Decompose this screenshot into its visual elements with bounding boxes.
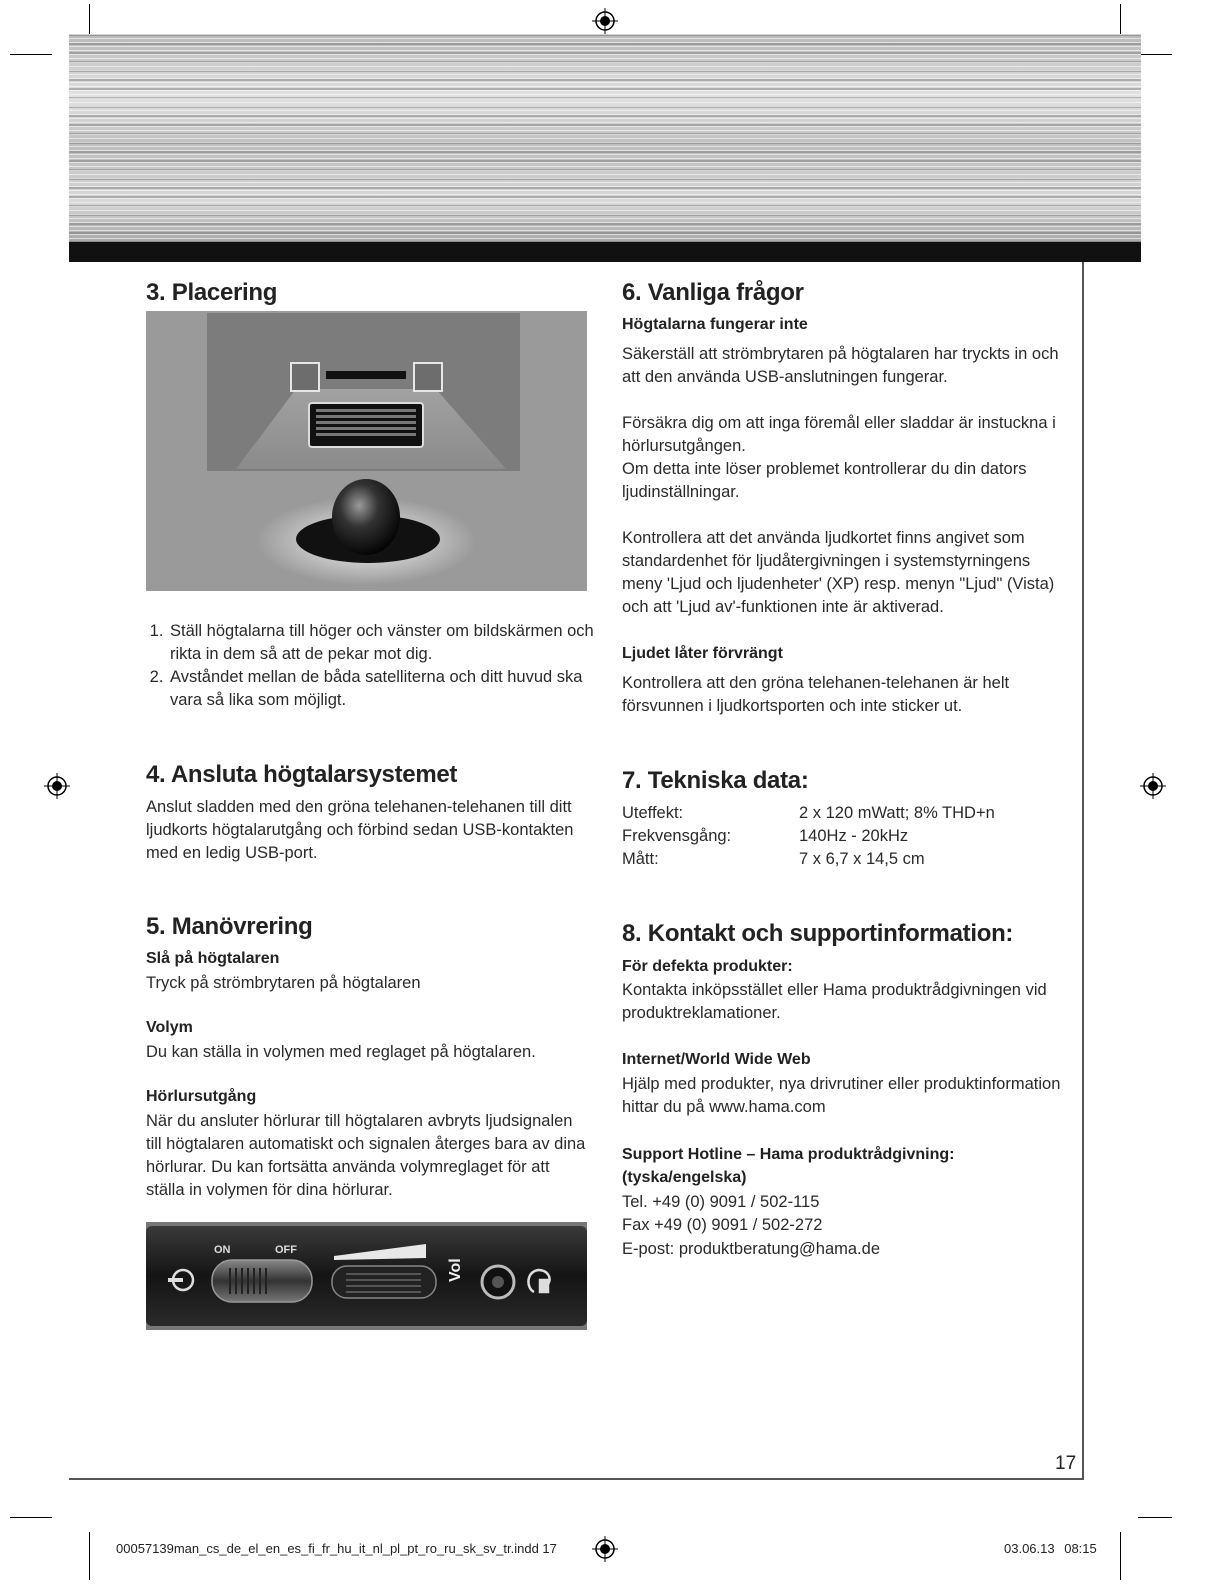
crop-mark: [89, 1532, 90, 1580]
page-right-rule: [1082, 262, 1084, 1480]
section-7-title: 7. Tekniska data:: [622, 767, 809, 794]
section-4-text: Anslut sladden med den gröna telehanen-telehanen till ditt ljudkorts högtalarutgång och förbind sedan USB-kontakten med en ledig USB-port.: [146, 798, 574, 862]
faq-1-paragraph: Om detta inte löser problemet kontrollerar du din dators ljudinställningar.: [622, 460, 1027, 501]
placement-illustration: [146, 311, 587, 591]
list-item: 2. Avståndet mellan de båda satelliterna och ditt huvud ska vara så lika som möjligt.: [168, 666, 608, 712]
faq-1-paragraph: Säkerställ att strömbrytaren på högtalaren har tryckts in och att den använda USB-anslutningen fungerar.: [622, 345, 1059, 386]
registration-mark-icon: [592, 8, 618, 34]
hotline-tel: Tel. +49 (0) 9091 / 502-115: [622, 1193, 820, 1211]
faq-1-heading: Högtalarna fungerar inte: [622, 316, 808, 333]
web-heading: Internet/World Wide Web: [622, 1051, 811, 1068]
volume-heading: Volym: [146, 1019, 193, 1036]
faq-2-paragraph: Kontrollera att den gröna telehanen-telehanen är helt försvunnen i ljudkortsporten och inte sticker ut.: [622, 674, 1010, 715]
section-8-title: 8. Kontakt och supportinformation:: [622, 920, 1014, 947]
web-text: Hjälp med produkter, nya drivrutiner eller produktinformation hittar du på www.hama.com: [622, 1075, 1061, 1116]
spec-value: 2 x 120 mWatt; 8% THD+n: [799, 804, 995, 822]
table-row: [622, 825, 1062, 848]
table-row: [622, 848, 1062, 871]
spec-table: [622, 802, 1062, 871]
header-dark-bar: [69, 242, 1141, 262]
headphone-heading: Hörlursutgång: [146, 1088, 257, 1105]
section-6-title: 6. Vanliga frågor: [622, 279, 804, 306]
spec-key: Frekvensgång:: [622, 827, 732, 845]
registration-mark-icon: [44, 773, 70, 799]
page-bottom-rule: [69, 1478, 1084, 1480]
panel-vol-label: Vol: [447, 1258, 464, 1282]
crop-mark: [1120, 1532, 1121, 1580]
volume-wheel[interactable]: [332, 1266, 436, 1298]
faq-2-heading: Ljudet låter förvrängt: [622, 645, 783, 662]
headphone-text: När du ansluter hörlurar till högtalaren avbryts ljudsignalen till högtalaren automatiskt och signalen återges bara av dina hörlurar. Du kan fortsätta använda volymreglaget för att ställa in volymen för dina hörlurar.: [146, 1112, 586, 1199]
volume-text: Du kan ställa in volymen med reglaget på högtalaren.: [146, 1043, 536, 1061]
defect-text: Kontakta inköpsstället eller Hama produktrådgivningen vid produktreklamationer.: [622, 981, 1047, 1022]
spec-key: Mått:: [622, 850, 659, 868]
crop-mark: [1138, 54, 1172, 55]
hotline-fax: Fax +49 (0) 9091 / 502-272: [622, 1216, 823, 1234]
power-heading: Slå på högtalaren: [146, 950, 280, 967]
placement-steps-list: [146, 620, 608, 712]
hotline-language: (tyska/engelska): [622, 1169, 747, 1186]
power-switch[interactable]: [212, 1260, 312, 1302]
list-item: 1. Ställ högtalarna till höger och vänster om bildskärmen och rikta in dem så att de pekar mot dig.: [168, 620, 608, 666]
crop-mark: [10, 54, 52, 55]
footer-date-time: 03.06.13 08:15: [1004, 1541, 1097, 1556]
faq-1-paragraph: Kontrollera att det använda ljudkortet finns angivet som standardenhet för ljudåtergivningen i systemstyrningens meny 'Ljud och ljudenheter' (XP) resp. menyn "Ljud" (Vista) och att 'Ljud av'-funktionen inte är aktiverad.: [622, 529, 1055, 616]
spec-key: Uteffekt:: [622, 804, 684, 822]
power-text: Tryck på strömbrytaren på högtalaren: [146, 974, 421, 992]
crop-mark: [10, 1517, 52, 1518]
hotline-heading: Support Hotline – Hama produktrådgivning:: [622, 1146, 955, 1163]
section-4-title: 4. Ansluta högtalarsystemet: [146, 761, 458, 788]
header-texture-band: [69, 34, 1141, 242]
crop-mark: [1138, 1517, 1172, 1518]
faq-1-paragraph: Försäkra dig om att inga föremål eller sladdar är instuckna i hörlursutgången.: [622, 414, 1056, 455]
control-panel-photo: [146, 1222, 587, 1330]
spec-value: 140Hz - 20kHz: [799, 827, 909, 845]
defect-heading: För defekta produkter:: [622, 958, 793, 975]
spec-value: 7 x 6,7 x 14,5 cm: [799, 850, 925, 868]
hotline-email: E-post: produktberatung@hama.de: [622, 1240, 880, 1258]
section-5-title: 5. Manövrering: [146, 913, 313, 940]
panel-on-label: ON: [214, 1244, 231, 1256]
footer-filename: 00057139man_cs_de_el_en_es_fi_fr_hu_it_nl_pl_pt_ro_ru_sk_sv_tr.indd 17: [116, 1541, 557, 1556]
panel-off-label: OFF: [275, 1244, 297, 1256]
section-3-title: 3. Placering: [146, 279, 278, 306]
registration-mark-icon: [1140, 773, 1166, 799]
page-number: 17: [1055, 1453, 1077, 1474]
table-row: [622, 802, 1062, 825]
registration-mark-icon: [592, 1536, 618, 1562]
